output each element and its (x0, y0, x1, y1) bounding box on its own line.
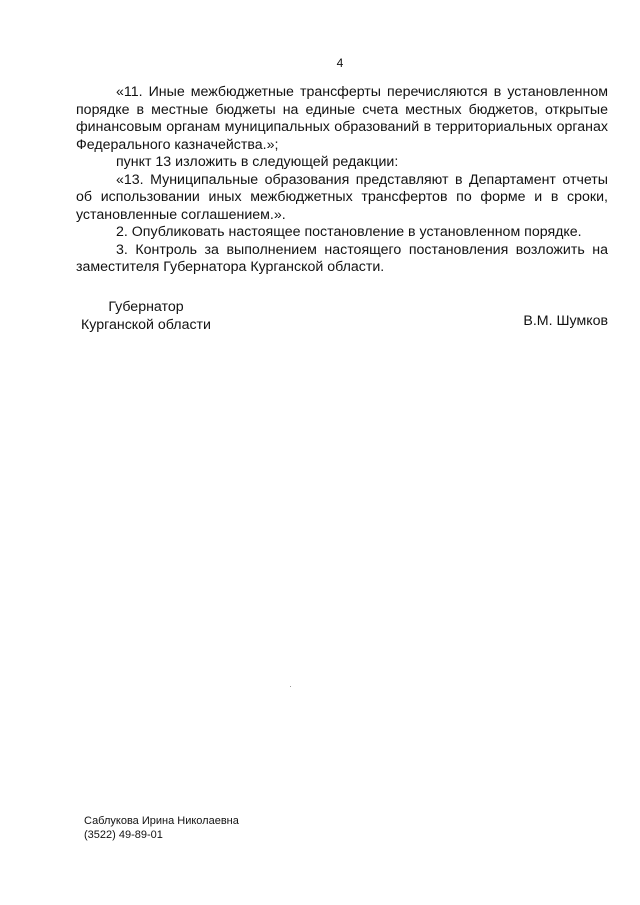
signatory-title-line2: Курганской области (81, 317, 211, 333)
executor-name: Саблукова Ирина Николаевна (84, 815, 239, 827)
signatory-title (76, 298, 216, 334)
signature-block (76, 298, 608, 338)
paragraph-item-11: «11. Иные межбюджетные трансферты перечисляются в установленном порядке в местные бюджеты на единые счета местных бюджетов, открытые финансовым органам муниципальных образований в территориальных органах Федерального казначейства.»; (76, 84, 608, 153)
page-number: 4 (336, 56, 344, 70)
signatory-name: В.М. Шумков (523, 313, 608, 329)
signatory-title-line1: Губернатор (108, 299, 184, 315)
scan-speck (290, 686, 291, 687)
document-body (76, 84, 608, 277)
paragraph-control: 3. Контроль за выполнением настоящего постановления возложить на заместителя Губернатора Курганской области. (76, 241, 608, 275)
paragraph-item-13-intro: пункт 13 изложить в следующей редакции: (116, 154, 399, 170)
executor-phone: (3522) 49-89-01 (84, 829, 163, 841)
paragraph-item-13: «13. Муниципальные образования представляют в Департамент отчеты об использовании иных межбюджетных трансфертов по форме и в сроки, установленные соглашением.». (76, 171, 608, 223)
executor-block (84, 814, 239, 842)
paragraph-publish: 2. Опубликовать настоящее постановление в установленном порядке. (116, 224, 582, 240)
